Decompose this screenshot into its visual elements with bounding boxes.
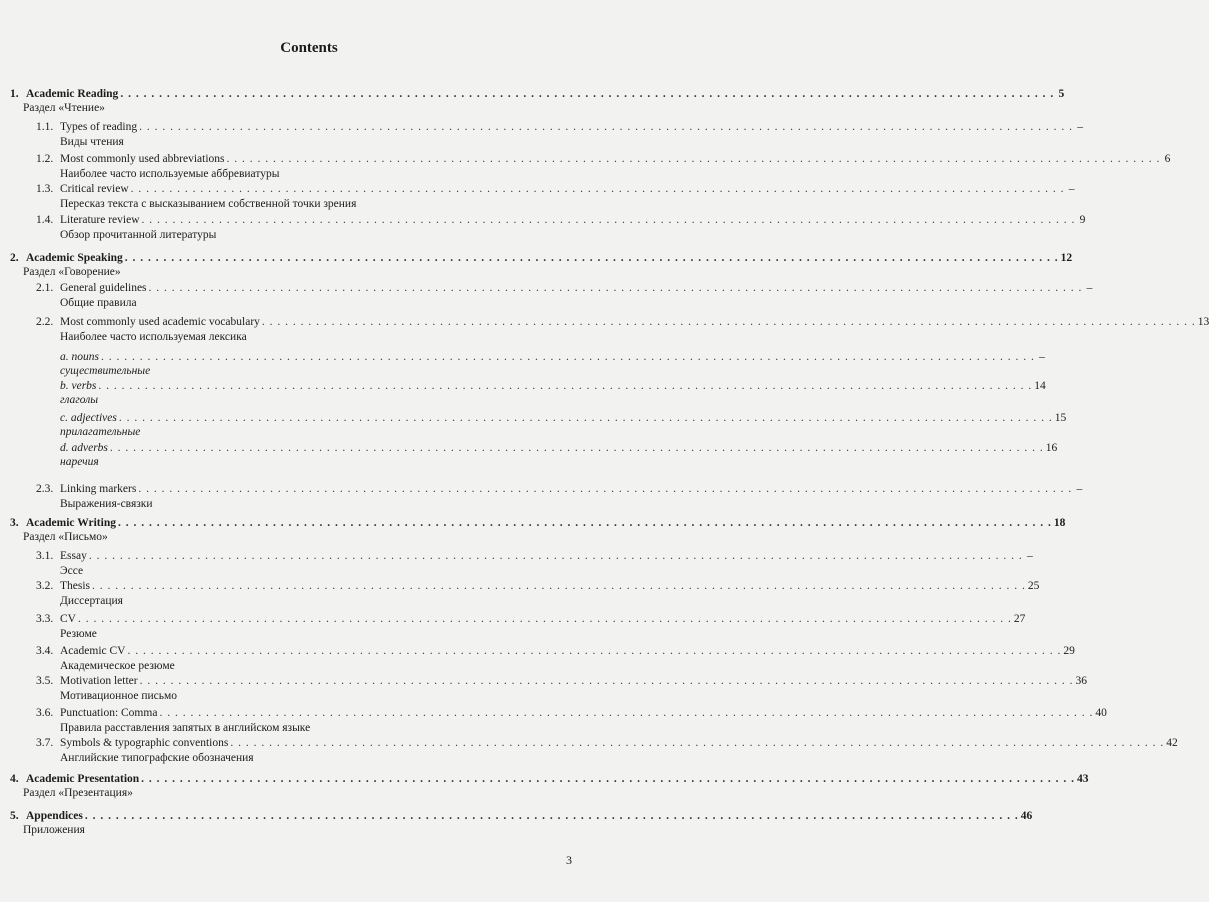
page-title: Contents (280, 40, 338, 56)
item-label: Symbols & typographic conventions (60, 737, 229, 749)
subitem-page: 16 (1045, 442, 1058, 454)
page-number: 3 (566, 853, 572, 867)
item-entry[interactable] (36, 612, 1026, 626)
section-entry[interactable] (10, 87, 1065, 101)
item-subtitle: Наиболее часто используемые аббревиатуры (60, 168, 280, 180)
subitem-label: a. nouns (60, 351, 99, 363)
section-number: 3. (10, 517, 19, 529)
section-label: Appendices (26, 810, 83, 822)
dot-leader: . . . . . . . . . . . . . . . . . . . . . . . . . . . . . . . . . . . . . . . . . . . . . . . . . . . . . . . . . . . . . . . . . . . . . . . . . . . . . . . . . . . . . . . . . . . . . . . . . . . . . . . . . . . . . . . . . . . . . . . . . (148, 282, 1083, 294)
dot-leader: . . . . . . . . . . . . . . . . . . . . . . . . . . . . . . . . . . . . . . . . . . . . . . . . . . . . . . . . . . . . . . . . . . . . . . . . . . . . . . . . . . . . . . . . . . . . . . . . . . . . . . . . . . . . . . . . . . . . . . . . . (261, 316, 1196, 328)
item-label: Academic CV (60, 645, 126, 657)
item-label: Most commonly used abbreviations (60, 153, 225, 165)
item-page: 25 (1027, 580, 1040, 592)
dot-leader: . . . . . . . . . . . . . . . . . . . . . . . . . . . . . . . . . . . . . . . . . . . . . . . . . . . . . . . . . . . . . . . . . . . . . . . . . . . . . . . . . . . . . . . . . . . . . . . . . . . . . . . . . . . . . . . . . . . . . . . . . (226, 153, 1161, 165)
section-page: 43 (1077, 773, 1089, 785)
dot-leader: . . . . . . . . . . . . . . . . . . . . . . . . . . . . . . . . . . . . . . . . . . . . . . . . . . . . . . . . . . . . . . . . . . . . . . . . . . . . . . . . . . . . . . . . . . . . . . . . . . . . . . . . . . . . . . . . . . . . . . . . . (138, 483, 1073, 495)
subitem-subtitle: глаголы (60, 394, 98, 406)
dot-leader: . . . . . . . . . . . . . . . . . . . . . . . . . . . . . . . . . . . . . . . . . . . . . . . . . . . . . . . . . . . . . . . . . . . . . . . . . . . . . . . . . . . . . . . . . . . . . . . . . . . . . . . . . . . . . . . . . . . . . . . . . (100, 351, 1035, 363)
section-subtitle: Раздел «Говорение» (23, 266, 121, 278)
item-page: 27 (1013, 613, 1026, 625)
item-label: Literature review (60, 214, 140, 226)
subitem-label: b. verbs (60, 380, 97, 392)
item-number: 1.3. (36, 183, 54, 195)
dot-leader: . . . . . . . . . . . . . . . . . . . . . . . . . . . . . . . . . . . . . . . . . . . . . . . . . . . . . . . . . . . . . . . . . . . . . . . . . . . . . . . . . . . . . . . . . . . . . . . . . . . . . . . . . . . . . . . . . . . . . . . . . (230, 737, 1165, 749)
section-subtitle: Раздел «Письмо» (23, 531, 108, 543)
subitem-label: c. adjectives (60, 412, 117, 424)
dot-leader: . . . . . . . . . . . . . . . . . . . . . . . . . . . . . . . . . . . . . . . . . . . . . . . . . . . . . . . . . . . . . . . . . . . . . . . . . . . . . . . . . . . . . . . . . . . . . . . . . . . . . . . . . . . . . . . . . . . . . . . . . (139, 121, 1073, 133)
item-page: 6 (1164, 153, 1171, 165)
item-page: 29 (1063, 645, 1075, 657)
item-subtitle: Резюме (60, 628, 97, 640)
item-entry[interactable] (36, 674, 1087, 688)
item-subtitle: Виды чтения (60, 136, 124, 148)
section-number: 4. (10, 773, 19, 785)
dot-leader: . . . . . . . . . . . . . . . . . . . . . . . . . . . . . . . . . . . . . . . . . . . . . . . . . . . . . . . . . . . . . . . . . . . . . . . . . . . . . . . . . . . . . . . . . . . . . . . . . . . . . . . . . . . . . . . . . . . . . . . . . (84, 810, 1019, 822)
item-number: 3.2. (36, 580, 54, 592)
subitem-entry[interactable] (60, 379, 1046, 393)
item-entry[interactable] (36, 736, 1178, 750)
item-page: 9 (1079, 214, 1086, 226)
section-label: Academic Writing (26, 517, 116, 529)
item-label: Critical review (60, 183, 129, 195)
subitem-entry[interactable] (60, 441, 1058, 455)
item-page: 40 (1095, 707, 1107, 719)
section-subtitle: Раздел «Презентация» (23, 787, 133, 799)
item-subtitle: Академическое резюме (60, 660, 175, 672)
section-page: 46 (1020, 810, 1033, 822)
item-number: 2.3. (36, 483, 54, 495)
item-page: – (1076, 483, 1083, 495)
section-page: 18 (1053, 517, 1066, 529)
item-label: Linking markers (60, 483, 137, 495)
subitem-page: 15 (1054, 412, 1067, 424)
item-page: – (1068, 183, 1075, 195)
item-subtitle: Английские типографские обозначения (60, 752, 254, 764)
item-subtitle: Пересказ текста с высказыванием собственной точки зрения (60, 198, 357, 210)
dot-leader: . . . . . . . . . . . . . . . . . . . . . . . . . . . . . . . . . . . . . . . . . . . . . . . . . . . . . . . . . . . . . . . . . . . . . . . . . . . . . . . . . . . . . . . . . . . . . . . . . . . . . . . . . . . . . . . . . . . . . . . . . (88, 550, 1023, 562)
section-entry[interactable] (10, 251, 1073, 265)
item-number: 3.1. (36, 550, 54, 562)
item-subtitle: Обзор прочитанной литературы (60, 229, 217, 241)
section-entry[interactable] (10, 772, 1089, 786)
item-number: 3.5. (36, 675, 54, 687)
section-label: Academic Reading (26, 88, 119, 100)
item-label: Thesis (60, 580, 91, 592)
item-page: – (1026, 550, 1033, 562)
dot-leader: . . . . . . . . . . . . . . . . . . . . . . . . . . . . . . . . . . . . . . . . . . . . . . . . . . . . . . . . . . . . . . . . . . . . . . . . . . . . . . . . . . . . . . . . . . . . . . . . . . . . . . . . . . . . . . . . . . . . . . . . . (141, 773, 1076, 785)
item-page: 36 (1075, 675, 1087, 687)
item-number: 3.4. (36, 645, 54, 657)
item-entry[interactable] (36, 644, 1075, 658)
section-label: Academic Speaking (26, 252, 123, 264)
subitem-subtitle: существительные (60, 365, 151, 377)
subitem-page: – (1039, 351, 1045, 363)
subitem-subtitle: прилагательные (60, 426, 141, 438)
section-subtitle: Раздел «Чтение» (23, 102, 105, 114)
item-entry[interactable] (36, 549, 1033, 563)
dot-leader: . . . . . . . . . . . . . . . . . . . . . . . . . . . . . . . . . . . . . . . . . . . . . . . . . . . . . . . . . . . . . . . . . . . . . . . . . . . . . . . . . . . . . . . . . . . . . . . . . . . . . . . . . . . . . . . . . . . . . . . . . (120, 88, 1055, 100)
item-subtitle: Наиболее часто используемая лексика (60, 331, 247, 343)
section-page: 5 (1058, 88, 1065, 100)
section-entry[interactable] (10, 516, 1066, 530)
section-number: 5. (10, 810, 19, 822)
item-page: 42 (1166, 737, 1178, 749)
item-subtitle: Выражения-связки (60, 498, 153, 510)
item-label: Essay (60, 550, 87, 562)
subitem-entry[interactable] (60, 411, 1067, 425)
dot-leader: . . . . . . . . . . . . . . . . . . . . . . . . . . . . . . . . . . . . . . . . . . . . . . . . . . . . . . . . . . . . . . . . . . . . . . . . . . . . . . . . . . . . . . . . . . . . . . . . . . . . . . . . . . . . . . . . . . . . . . . . . (127, 645, 1062, 657)
section-entry[interactable] (10, 809, 1033, 823)
section-number: 1. (10, 88, 19, 100)
item-entry[interactable] (36, 315, 1209, 329)
section-number: 2. (10, 252, 19, 264)
section-subtitle: Приложения (23, 824, 85, 836)
item-number: 3.7. (36, 737, 54, 749)
subitem-entry[interactable] (60, 350, 1045, 364)
dot-leader: . . . . . . . . . . . . . . . . . . . . . . . . . . . . . . . . . . . . . . . . . . . . . . . . . . . . . . . . . . . . . . . . . . . . . . . . . . . . . . . . . . . . . . . . . . . . . . . . . . . . . . . . . . . . . . . . . . . . . . . . . (130, 183, 1065, 195)
section-label: Academic Presentation (26, 773, 140, 785)
item-entry[interactable] (36, 182, 1075, 196)
item-label: Most commonly used academic vocabulary (60, 316, 260, 328)
item-label: CV (60, 613, 76, 625)
item-entry[interactable] (36, 213, 1086, 227)
dot-leader: . . . . . . . . . . . . . . . . . . . . . . . . . . . . . . . . . . . . . . . . . . . . . . . . . . . . . . . . . . . . . . . . . . . . . . . . . . . . . . . . . . . . . . . . . . . . . . . . . . . . . . . . . . . . . . . . . . . . . . . . . (141, 214, 1076, 226)
section-page: 12 (1060, 252, 1073, 264)
dot-leader: . . . . . . . . . . . . . . . . . . . . . . . . . . . . . . . . . . . . . . . . . . . . . . . . . . . . . . . . . . . . . . . . . . . . . . . . . . . . . . . . . . . . . . . . . . . . . . . . . . . . . . . . . . . . . . . . . . . . . . . . . (118, 412, 1053, 424)
subitem-subtitle: наречия (60, 456, 99, 468)
item-label: Types of reading (60, 121, 138, 133)
item-number: 2.1. (36, 282, 54, 294)
item-number: 1.1. (36, 121, 54, 133)
subitem-page: 14 (1034, 380, 1046, 392)
item-entry[interactable] (36, 579, 1040, 593)
item-label: Punctuation: Comma (60, 707, 158, 719)
item-entry[interactable] (36, 281, 1093, 295)
item-subtitle: Эссе (60, 565, 84, 577)
item-label: Motivation letter (60, 675, 138, 687)
item-number: 1.4. (36, 214, 54, 226)
item-number: 1.2. (36, 153, 54, 165)
subitem-label: d. adverbs (60, 442, 108, 454)
dot-leader: . . . . . . . . . . . . . . . . . . . . . . . . . . . . . . . . . . . . . . . . . . . . . . . . . . . . . . . . . . . . . . . . . . . . . . . . . . . . . . . . . . . . . . . . . . . . . . . . . . . . . . . . . . . . . . . . . . . . . . . . . (159, 707, 1094, 719)
dot-leader: . . . . . . . . . . . . . . . . . . . . . . . . . . . . . . . . . . . . . . . . . . . . . . . . . . . . . . . . . . . . . . . . . . . . . . . . . . . . . . . . . . . . . . . . . . . . . . . . . . . . . . . . . . . . . . . . . . . . . . . . . (109, 442, 1044, 454)
dot-leader: . . . . . . . . . . . . . . . . . . . . . . . . . . . . . . . . . . . . . . . . . . . . . . . . . . . . . . . . . . . . . . . . . . . . . . . . . . . . . . . . . . . . . . . . . . . . . . . . . . . . . . . . . . . . . . . . . . . . . . . . . (77, 613, 1012, 625)
item-entry[interactable] (36, 482, 1083, 496)
dot-leader: . . . . . . . . . . . . . . . . . . . . . . . . . . . . . . . . . . . . . . . . . . . . . . . . . . . . . . . . . . . . . . . . . . . . . . . . . . . . . . . . . . . . . . . . . . . . . . . . . . . . . . . . . . . . . . . . . . . . . . . . . (98, 380, 1033, 392)
item-subtitle: Общие правила (60, 297, 137, 309)
item-page: 13 (1197, 316, 1209, 328)
dot-leader: . . . . . . . . . . . . . . . . . . . . . . . . . . . . . . . . . . . . . . . . . . . . . . . . . . . . . . . . . . . . . . . . . . . . . . . . . . . . . . . . . . . . . . . . . . . . . . . . . . . . . . . . . . . . . . . . . . . . . . . . . (117, 517, 1052, 529)
item-number: 3.3. (36, 613, 54, 625)
item-number: 2.2. (36, 316, 54, 328)
dot-leader: . . . . . . . . . . . . . . . . . . . . . . . . . . . . . . . . . . . . . . . . . . . . . . . . . . . . . . . . . . . . . . . . . . . . . . . . . . . . . . . . . . . . . . . . . . . . . . . . . . . . . . . . . . . . . . . . . . . . . . . . . (92, 580, 1026, 592)
item-subtitle: Диссертация (60, 595, 123, 607)
dot-leader: . . . . . . . . . . . . . . . . . . . . . . . . . . . . . . . . . . . . . . . . . . . . . . . . . . . . . . . . . . . . . . . . . . . . . . . . . . . . . . . . . . . . . . . . . . . . . . . . . . . . . . . . . . . . . . . . . . . . . . . . . (124, 252, 1059, 264)
item-subtitle: Мотивационное письмо (60, 690, 178, 702)
item-entry[interactable] (36, 120, 1083, 134)
item-subtitle: Правила расставления запятых в английском языке (60, 722, 311, 734)
item-entry[interactable] (36, 152, 1171, 166)
dot-leader: . . . . . . . . . . . . . . . . . . . . . . . . . . . . . . . . . . . . . . . . . . . . . . . . . . . . . . . . . . . . . . . . . . . . . . . . . . . . . . . . . . . . . . . . . . . . . . . . . . . . . . . . . . . . . . . . . . . . . . . . . (139, 675, 1074, 687)
item-number: 3.6. (36, 707, 54, 719)
item-entry[interactable] (36, 706, 1107, 720)
item-label: General guidelines (60, 282, 147, 294)
item-page: – (1086, 282, 1093, 294)
item-page: – (1077, 121, 1083, 133)
